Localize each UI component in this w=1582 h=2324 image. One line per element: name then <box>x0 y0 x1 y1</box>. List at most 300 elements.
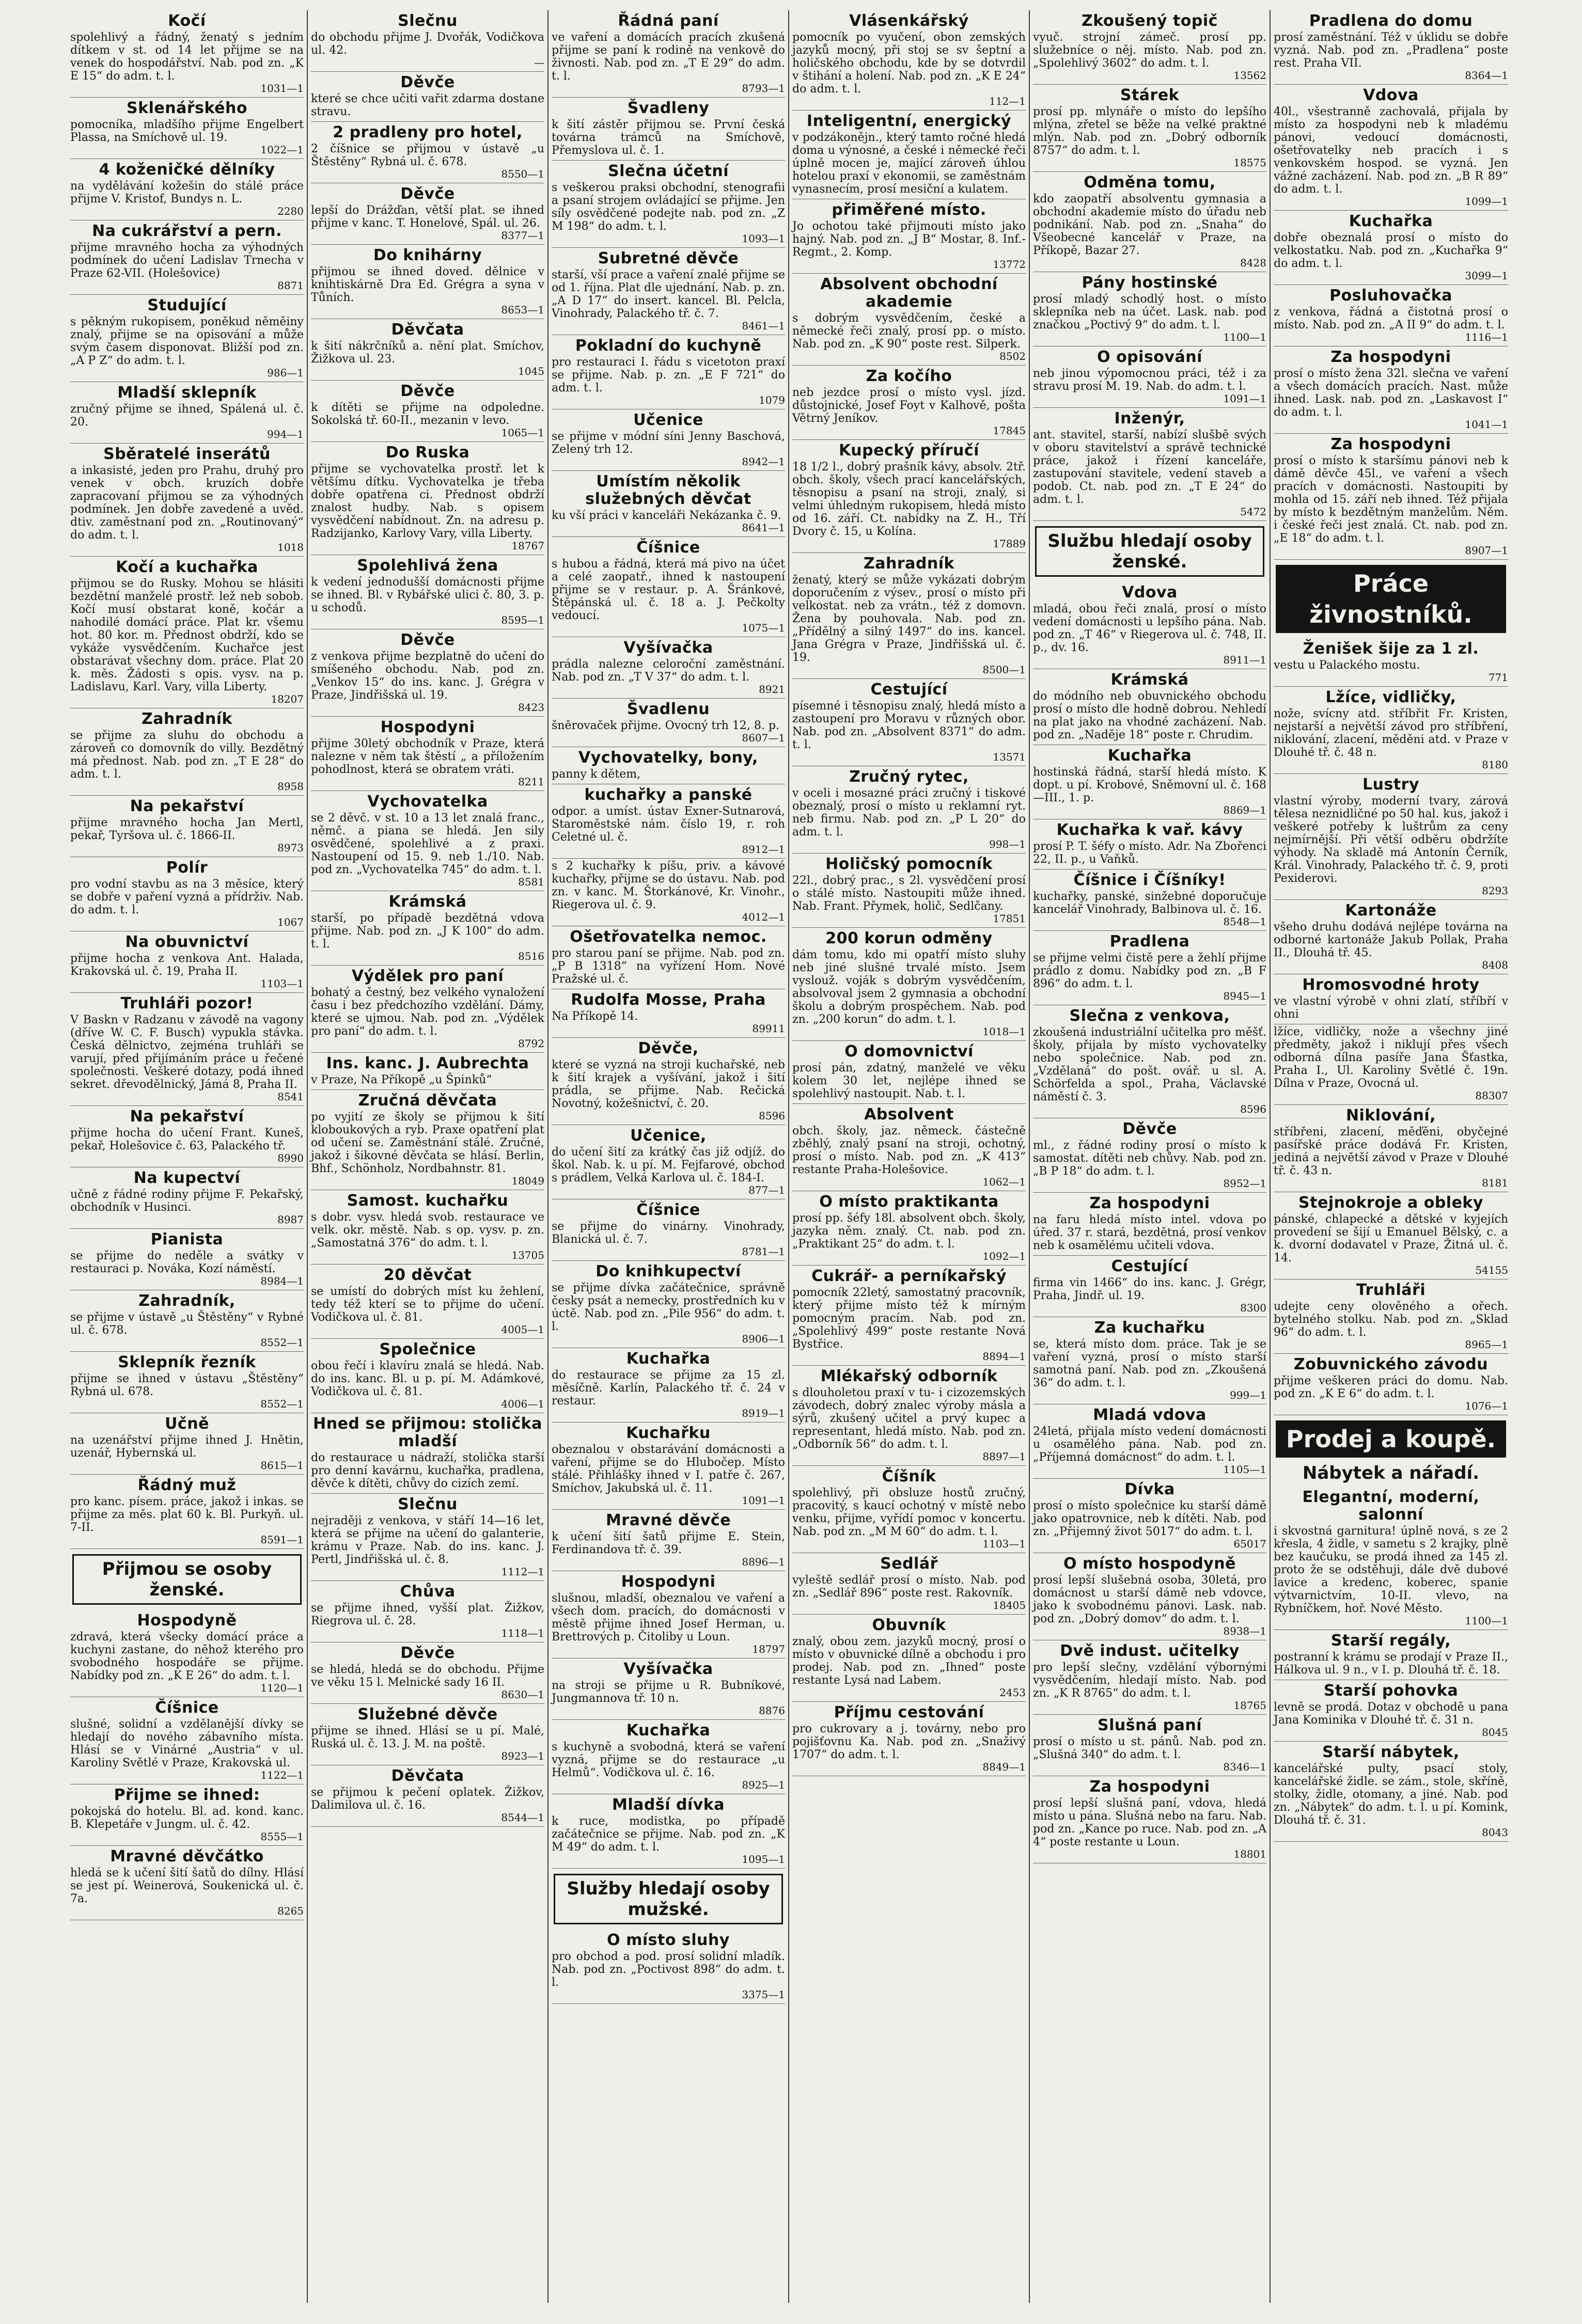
ad-text: pro vodní stavbu as na 3 měsíce, který se dobře v paření vyzná a přídrživ. Nab. do adm. t. l. <box>70 878 304 916</box>
classified-ad <box>1274 10 1508 85</box>
classified-ad <box>552 1348 785 1422</box>
ad-text: pomocníka, mladšího přijme Engelbert Plassa, na Smíchově ul. 19. <box>70 118 304 144</box>
ad-heading: Starší pohovka <box>1323 1682 1459 1700</box>
classified-ad <box>311 966 544 1053</box>
ad-text: 2 číšnice se přijmou v ústavě „u Štěstěny“ Rybná ul. č. 678. <box>311 143 544 168</box>
ad-code: 1116—1 <box>1465 331 1508 343</box>
ad-heading: Děvčata <box>391 1767 464 1785</box>
classified-ad <box>70 295 304 382</box>
ad-code: 8211 <box>518 776 544 788</box>
ad-text: na vydělávání kožešin do stálé práce přijme V. Kristof, Bundys n. L. <box>70 180 304 205</box>
ad-code: 1092—1 <box>982 1250 1026 1262</box>
ad-code: 1100—1 <box>1223 331 1266 343</box>
ad-heading: Holičský pomocník <box>825 855 993 873</box>
ad-text: přijmou se ihned doved. dělnice v knihtiskárně Dra Ed. Grégra a syna v Tůních. <box>311 265 544 304</box>
ad-text: mladá, obou řeči znalá, prosí o místo vedení domácnosti u lepšího pána. Nab. pod zn. „T 46“ v Riegerova ul. č. 748, II. p., dv. 16. <box>1033 603 1266 654</box>
ad-heading: Děvče <box>400 1644 455 1662</box>
classified-ad <box>70 1290 304 1352</box>
ad-heading: Mlékařský odborník <box>820 1367 998 1385</box>
ad-code: 986—1 <box>267 367 304 379</box>
ad-heading: Číšnice i Číšníky! <box>1073 871 1226 889</box>
ad-heading: O místo sluhy <box>607 1931 730 1949</box>
classified-ad <box>1033 408 1266 521</box>
ad-text: i skvostná garnitura! úplně nová, s ze 2 křesla, 4 židle, v sametu s 2 krajky, plně bez kaučuku, se prodá ihned za 145 zl. proto že se odstěhuji, dále dvě dubové lavice a kredenc, koberec, spanie výtvarnictvím, 10-II. vlevo, na Rybníčkem, hoř. Nové Město. <box>1274 1525 1508 1615</box>
ad-heading: Švadleny <box>627 99 710 117</box>
classified-ad <box>1033 1715 1266 1776</box>
ad-text: postranní k krámu se prodají v Praze II., Hálkova ul. 9 n., v I. p. Dlouhá tř. č. 18. <box>1274 1651 1508 1677</box>
ad-text: s dobr. vysv. hledá svob. restaurace ve velk. okr. městě. Nab. s op. vysv. p. zn. „Samostatná 376“ do adm. t. l. <box>311 1211 544 1250</box>
ad-heading: Kupecký příručí <box>839 441 979 460</box>
ad-code: 8869—1 <box>1223 804 1266 816</box>
ad-heading: Kočí a kuchařka <box>116 558 258 576</box>
ad-text: se hledá, hledá se do obchodu. Přijme ve věku 15 l. Melnické sady 16 II. <box>311 1663 544 1689</box>
ad-code: 8045 <box>1482 1726 1508 1738</box>
classified-ad <box>70 796 304 857</box>
ad-code: 8552—1 <box>260 1398 304 1410</box>
classified-ad <box>1274 900 1508 974</box>
ad-code: 8952—1 <box>1223 1177 1266 1190</box>
ad-heading: Do knihárny <box>373 246 482 264</box>
ad-heading: Učenice <box>633 411 703 429</box>
ad-heading: Slečna účetní <box>607 162 729 180</box>
classified-ad <box>552 161 785 248</box>
classified-ad <box>552 248 785 335</box>
ad-heading: Společnice <box>379 1340 476 1358</box>
ad-heading: Elegantní, moderní, salonní <box>1302 1488 1480 1524</box>
ad-text: spolehlivý, při obsluze hostů zručný, pracovitý, s kaucí ochotný v místě nebo venku, přijme, vyřídí pomoc v koncertu. Nab. pod zn. „M M 60“ do adm. t. l. <box>792 1487 1026 1538</box>
ad-text: starší, po případě bezdětná vdova přijme. Nab. pod zn. „J K 100“ do adm. t. l. <box>311 912 544 951</box>
ad-heading: Děvče, <box>638 1039 699 1057</box>
classified-ad <box>1033 1193 1266 1256</box>
ad-code: 1122—1 <box>260 1769 304 1781</box>
ad-heading: Pianista <box>150 1230 224 1248</box>
ad-code: 8502 <box>999 350 1026 362</box>
ad-heading: Polír <box>166 859 208 877</box>
ad-heading: Na kupectví <box>133 1169 241 1187</box>
ad-text: vyleště sedlář prosí o místo. Nab. pod zn. „Sedlář 896“ poste rest. Rakovník. <box>792 1574 1026 1600</box>
ad-text: hledá se k učení šití šatů do dílny. Hlásí se jest pí. Weinerová, Soukenická ul. č. 7a. <box>70 1867 304 1905</box>
ad-heading: Hospodyně <box>137 1611 237 1630</box>
ad-code: 1103—1 <box>982 1538 1026 1550</box>
ad-heading: Děvče <box>400 631 455 649</box>
ad-text: 18 1/2 l., dobrý prašník kávy, absolv. 2tř. obch. školy, všech prací kancelářských, těsnopisu a psaní na stroji, znalý, si velmi úhledným rukopisem, hledá místo od 16. září. Ct. nabídky na Z. H., Tří Dvory č. 15, u Kolína. <box>792 461 1026 538</box>
ad-text: lepší do Drážďan, větší plat. se ihned přijme v kanc. T. Honelové, Spál. ul. 26. <box>311 204 544 230</box>
ad-text: do restaurace se přijme za 15 zl. měsíčně. Karlín, Palackého tř. č. 24 v restaur. <box>552 1369 785 1408</box>
classified-ad <box>70 1697 304 1784</box>
classified-ad <box>552 989 785 1038</box>
ad-code: 112—1 <box>989 95 1026 107</box>
classified-ad <box>552 1794 785 1869</box>
ad-code: 8461—1 <box>742 320 785 332</box>
ad-heading: Studující <box>147 296 227 314</box>
classified-ad <box>311 1765 544 1827</box>
classified-ad <box>1033 1404 1266 1479</box>
ad-text: ve vaření a domácích pracích zkušená přijme se paní k rodině na venkově do živnosti. Nab. pod zn. „T E 29“ do adm. t. l. <box>552 31 785 83</box>
classified-ad <box>1274 638 1508 687</box>
ad-code: 8516 <box>518 950 544 962</box>
ad-text: prosí o místo společnice ku starší dámě jako opatrovnice, neb k dítěti. Nab. pod zn. „Přijemný život 5017“ do adm. t. l. <box>1033 1499 1266 1538</box>
ad-text: s 2 kuchařky k píšu, priv. a kávové kuchařky, přijme se do ústavu. Nab. pod zn. v kanc. M. Štorkánové, Kr. Vinohr., Riegerova ul. č. 9. <box>552 860 785 911</box>
ad-code: 13705 <box>511 1249 544 1261</box>
classified-ad <box>70 159 304 220</box>
ad-text: Na Příkopě 14. <box>552 1010 638 1023</box>
ad-text: ml., z řádné rodiny prosí o místo k samostat. dítěti neb chůvy. Nab. pod zn. „B P 18“ do adm. t. l. <box>1033 1139 1266 1178</box>
ad-code: 8423 <box>518 701 544 714</box>
ad-heading: Zkoušený topič <box>1082 12 1218 30</box>
classified-ad <box>552 747 785 784</box>
classified-ad <box>1033 85 1266 172</box>
ad-heading: Truhláři pozor! <box>120 994 254 1013</box>
classified-ad <box>70 1610 304 1697</box>
ad-code: 8595—1 <box>501 614 544 626</box>
ad-heading: Spolehlivá žena <box>357 557 498 575</box>
classified-ad <box>1274 434 1508 560</box>
classified-ad <box>552 1261 785 1348</box>
ad-text: se přijme velmi čistě pere a žehlí přijme prádlo z domu. Nabídky pod zn. „B F 896“ do adm. t. l. <box>1033 952 1266 990</box>
ad-text: pomocník po vyučení, obon zemských jazyků mocný, při stoj se sv šeptní a holičského obchodu, kde by se dotvrdil v štihání a holení. Nab. pod zn. „K E 24“ do adm. t. l. <box>792 31 1026 96</box>
classified-ad <box>1033 1776 1266 1863</box>
classified-ad <box>70 98 304 159</box>
ad-text: k učení šití šatů přijme E. Stein, Ferdinandova tř. č. 39. <box>552 1530 785 1556</box>
ad-text: s hubou a řádná, která má pivo na účet a celé zaopatř., ihned k nastoupení přijme se v restaur. p. A. Šránkové, Štěpánská ul. č. 18 a. J. Pečkolty vedoucí. <box>552 558 785 622</box>
ad-code: 8945—1 <box>1223 990 1266 1002</box>
ad-code: 1091—1 <box>1223 392 1266 405</box>
ad-heading: Vlásenkářský <box>849 12 969 30</box>
ad-text: na stroji se přijme u R. Bubníkové, Jungmannova tř. 10 n. <box>552 1679 785 1705</box>
classified-ad <box>1033 869 1266 931</box>
ad-heading: O domovnictví <box>844 1042 974 1061</box>
ad-text: písemné i těsnopisu znalý, hledá místo a zastoupení pro Moravu v různých obor. Nab. pod zn. „Absolvent 8371“ do adm. t. l. <box>792 700 1026 751</box>
classified-ad <box>792 440 1026 553</box>
ad-code: 18765 <box>1233 1699 1266 1712</box>
ad-code: 8408 <box>1482 959 1508 971</box>
ad-text: pro obchod a pod. prosí solidní mladík. Nab. pod zn. „Poctivost 898“ do adm. t. l. <box>552 1950 785 1989</box>
classified-ad <box>1033 1553 1266 1640</box>
ad-text: které se chce učiti vařit zdarma dostane stravu. <box>311 92 544 118</box>
classified-ad <box>792 10 1026 110</box>
ad-text: se 2 děvč. v st. 10 a 13 let znalá franc., němč. a piana se hledá. Jen sily osvědčené, spolehlivé a z praxi. Nastoupení od 15. 9. neb 1./10. Nab. pod zn. „Vychovatelka 745“ do adm. t. l. <box>311 812 544 876</box>
ad-code: 8555—1 <box>260 1830 304 1843</box>
ad-text: přijme hocha z venkova Ant. Halada, Krakovská ul. č. 19, Praha II. <box>70 952 304 978</box>
classified-ad <box>311 1494 544 1581</box>
classified-ad <box>552 784 785 859</box>
ad-text: prosí P. T. šéfy o místo. Adr. Na Zbořenci 22, II. p., u Vaňků. <box>1033 840 1266 866</box>
classified-ad <box>1274 1279 1508 1354</box>
ad-code: 1031—1 <box>260 82 304 94</box>
classified-ad <box>792 1466 1026 1553</box>
ad-text: kancelářské pulty, psací stoly, kancelářské židle. se zám., stole, skříně, stolky, židle, otomany, a jiné. Nab. pod zn. „Nábytek“ do adm. t. l. u pí. Komink, Dlouhá tř. č. 31. <box>1274 1762 1508 1827</box>
ad-text: udejte ceny olověného a ořech. bytelného stolku. Nab. pod zn. „Sklad 96“ do adm. t. l. <box>1274 1300 1508 1339</box>
ad-code: 8364—1 <box>1465 69 1508 82</box>
ad-text: v oceli i mosazné práci zručný i tiskové obeznalý, prosí o místo u reklamní ryt. neb firmu. Nab. pod zn. „P L 20“ do adm. t. l. <box>792 787 1026 839</box>
ad-heading: Odměna tomu, <box>1084 173 1216 192</box>
ad-text: po vyjití ze školy se přijmou k šití kloboukových a ryb. Praxe opatření plat od učení se. Zaměstnání stálé. Zručné, jakož i šikovné děvčata se hlásí. Berlin, Bhf., Schönholz, Nordbahnstr. 81. <box>311 1111 544 1175</box>
ad-code: 89911 <box>752 1022 785 1035</box>
classified-ad <box>1274 1487 1508 1630</box>
ad-heading: Vychovatelka <box>367 793 488 811</box>
ad-code: 1105—1 <box>1223 1463 1266 1476</box>
ad-heading: Mravné děvče <box>605 1511 731 1529</box>
classified-ad <box>1033 1256 1266 1317</box>
ad-code: 8500—1 <box>982 663 1026 676</box>
classified-ad <box>1274 346 1508 434</box>
ad-heading: Ženišek šije za 1 zl. <box>1303 640 1479 658</box>
classified-ad <box>1274 1024 1508 1105</box>
column-3 <box>549 10 789 2303</box>
classified-ad <box>552 335 785 409</box>
classified-ad <box>311 122 544 183</box>
ad-text: do obchodu přijme J. Dvořák, Vodičkova ul. 42. <box>311 31 544 57</box>
section-heading: Službu hledají osoby ženské. <box>1035 526 1264 577</box>
ad-heading: Slečnu <box>398 12 458 30</box>
classified-ad <box>792 853 1026 928</box>
classified-ad <box>311 1642 544 1704</box>
ad-code: 8180 <box>1482 758 1508 771</box>
ad-text: prosí o místo k staršímu pánovi neb k dámě děvče 45l., ve vaření a všech pracích v domácnosti. Nastoupiti by mohla od 15. září neb ihned. Též přijala by místo k bezdětným manželům. Něm. i české řeči jest znalá. Ct. nab. pod zn. „E 18“ do adm. t. l. <box>1274 454 1508 545</box>
ad-code: 18049 <box>511 1175 544 1187</box>
ad-heading: 20 děvčat <box>383 1266 472 1284</box>
column-5 <box>1030 10 1271 2303</box>
ad-heading: Kuchařku <box>626 1424 711 1442</box>
ad-heading: Mravné děvčátko <box>110 1847 264 1865</box>
ad-text: vestu u Palackého mostu. <box>1274 659 1420 672</box>
ad-text: se přijme v módní síni Jenny Baschová, Zelený trh 12. <box>552 430 785 456</box>
classified-ad <box>311 891 544 966</box>
ad-heading: Krámská <box>1110 671 1189 689</box>
ad-heading: Lustry <box>1362 776 1420 794</box>
ad-text: pro restauraci I. řádu s vicetoton praxí se přijme. Nab. p. zn. „E F 721“ do adm. t. l. <box>552 356 785 394</box>
classified-ad <box>1033 745 1266 819</box>
ad-text: hostinská řádná, starší hledá místo. K dopt. u pí. Krobové, Sněmovní ul. č. 168—III., 1. p. <box>1033 766 1266 804</box>
classified-ad <box>311 72 544 122</box>
ad-heading: Kuchařka <box>626 1721 711 1740</box>
ad-heading: Řádný muž <box>137 1476 237 1494</box>
ad-code: 88307 <box>1475 1089 1508 1102</box>
classified-ad <box>70 1784 304 1846</box>
ad-heading: Stárek <box>1120 86 1180 104</box>
ad-code: 17845 <box>993 424 1026 437</box>
ad-text: pro starou paní se přijme. Nab. pod zn. „P B 1318“ na vyřízení Hom. Nové Pražské ul. č. <box>552 947 785 986</box>
classified-ad <box>792 1702 1026 1776</box>
ad-text: do módního neb obuvnického obchodu prosí o místo dle hodně dobrou. Nehledí na plat jako na vhodné zacházení. Nab. pod zn. „Naděje 18“ poste r. Chrudim. <box>1033 690 1266 741</box>
ad-heading: Kočí <box>168 12 206 30</box>
classified-ad <box>311 442 544 555</box>
ad-code: 4006—1 <box>501 1398 544 1410</box>
ad-code: 8346—1 <box>1223 1761 1266 1773</box>
classified-ad <box>552 1038 785 1125</box>
ad-code: 3099—1 <box>1465 270 1508 282</box>
ad-text: v Praze, Na Příkopě „u Špinků“ <box>311 1073 492 1086</box>
ad-text: pro lepší slečny, vzdělání výbornými vysvědčením, hledají místo. Nab. pod zn. „K R 8765“ do adm. t. l. <box>1033 1661 1266 1700</box>
classified-ad <box>552 1422 785 1510</box>
ad-heading: Hospodyni <box>621 1573 716 1591</box>
ad-code: 1093—1 <box>742 232 785 245</box>
classified-ad <box>1274 1105 1508 1192</box>
ad-code: 8911—1 <box>1223 654 1266 666</box>
section-banner: Prodej a koupě. <box>1276 1420 1506 1458</box>
ad-text: obch. školy, jaz. německ. částečně zběhlý, znalý psaní na stroji, ochotný, prosí o místo. Nab. pod zn. „K 413“ restante Praha-Holešovice. <box>792 1125 1026 1176</box>
ad-code: 1045 <box>518 365 544 377</box>
ad-text: prosí o místo žena 32l. slečna ve vaření a všech domácích pracích. Nast. může ihned. Lask. nab. pod zn. „Laskavost I“ do adm. t. l. <box>1274 367 1508 419</box>
ad-text: do restaurace u nádraží, stolička starší pro denní kavárnu, kuchařka, pradlena, děvče k dítěti, chůvy do cizích zemí. <box>311 1451 544 1490</box>
section-banner: Práce živnostníků. <box>1276 565 1506 633</box>
ad-heading: Kuchařka <box>1107 747 1192 765</box>
ad-heading: Učně <box>165 1415 209 1433</box>
ad-text: odpor. a umíst. ústav Exner-Sutnarová, Staroměstské nám. číslo 19, r. roh Celetné ul. č. <box>552 805 785 844</box>
ad-code: 8984—1 <box>260 1275 304 1287</box>
ad-code: 65017 <box>1233 1538 1266 1550</box>
ad-text: znalý, obou zem. jazyků mocný, prosí o místo v obuvnické dílně a obchodu i pro prodej. Nab. pod zn. „Ihned“ poste restante Lysá nad Labem. <box>792 1635 1026 1687</box>
ad-heading: Chůva <box>400 1583 456 1601</box>
ad-text: přijme mravného hocha Jan Mertl, pekař, Tyršova ul. č. 1866-II. <box>70 816 304 842</box>
ad-text: slušnou, mladší, obeznalou ve vaření a všech dom. pracích, do domácnosti v městě přijme ihned Josef Herman, u. Brettrových p. Čitoliby u Loun. <box>552 1592 785 1643</box>
ad-heading: Do knihkupectví <box>596 1262 741 1280</box>
classified-ad <box>552 98 785 161</box>
ad-code: 17889 <box>993 537 1026 550</box>
ad-code: 994—1 <box>267 428 304 440</box>
ad-heading: Truhláři <box>1356 1281 1426 1299</box>
classified-ad <box>792 766 1026 853</box>
classified-ad <box>1274 1630 1508 1680</box>
ad-code: 13562 <box>1233 69 1266 82</box>
ad-text: prosí o místo u st. pánů. Nab. pod zn. „Slušná 340“ do adm. t. l. <box>1033 1735 1266 1761</box>
ad-heading: Rudolfa Mosse, Praha <box>571 991 766 1009</box>
ad-code: 8541 <box>277 1090 304 1103</box>
ad-heading: Pokladní do kuchyně <box>575 337 762 355</box>
ad-code: 18801 <box>1233 1848 1266 1860</box>
classified-ad <box>70 1846 304 1920</box>
subsection-heading: Nábytek a nářadí. <box>1302 1463 1480 1483</box>
ad-text: a inkasisté, jeden pro Prahu, druhý pro venek v obch. kruzích dobře zapracovaní přijmou se za výhodných podmínek. Jen dobře zavedené a uvěd. dtiv. zaměstnaní pod zn. „Routinovaný“ do adm. t. l. <box>70 464 304 542</box>
ad-code: 8265 <box>277 1905 304 1917</box>
ad-heading: Na cukrářství a pern. <box>92 222 282 240</box>
classified-ad <box>1274 85 1508 211</box>
ad-code: 8607—1 <box>742 732 785 744</box>
classified-ad <box>311 319 544 381</box>
ad-text: se přijme dívka začátečnice, správně česky psát a nemecky, prostředních ku v úctě. Nab. pod zn. „Pile 956“ do adm. t. l. <box>552 1282 785 1333</box>
section-heading: Služby hledají osoby mužské. <box>554 1874 783 1924</box>
classified-ad <box>1274 1354 1508 1415</box>
ad-code: 8923—1 <box>501 1750 544 1762</box>
ad-code: 8938—1 <box>1223 1625 1266 1637</box>
ad-text: na uzenářství přijme ihned J. Hnětin, uzenář, Hybernská ul. <box>70 1434 304 1460</box>
ad-code: 1075—1 <box>742 622 785 634</box>
ad-text: k vedení jednodušší domácnosti přijme se ihned. Bl. v Rybářské ulici č. 80, 3. p. u schodů. <box>311 576 544 614</box>
ad-text: k šití zástěr přijmou se. První česká továrna trámců na Smíchově, Přemyslova ul. č. 1. <box>552 118 785 157</box>
classified-ad <box>792 1041 1026 1104</box>
classified-ad <box>792 366 1026 440</box>
ad-code: 8912—1 <box>742 843 785 856</box>
ad-heading: Niklování, <box>1345 1106 1436 1125</box>
ad-code: 8792 <box>518 1037 544 1050</box>
ad-text: V Baskn v Radzanu v závodě na vagony (dříve W. C. F. Busch) vypukla stávka. Česká dělnictvo, zejména truhláři se varují, před přijímáním práce u řečené společnosti. Veškeré dotazy, podá ihned sekret. dřevodělnický, Jámá 8, Praha II. <box>70 1014 304 1091</box>
ad-text: ku vší práci v kanceláři Nekázanka č. 9. <box>552 509 781 522</box>
ad-code: 8849—1 <box>982 1761 1026 1773</box>
ad-text: se přijme za sluhu do obchodu a zároveň co domovník do villy. Bezdětný má přednost. Nab. pod zn. „T E 28“ do adm. t. l. <box>70 729 304 781</box>
ad-heading: Do Ruska <box>385 444 470 462</box>
ad-code: 54155 <box>1475 1264 1508 1276</box>
classified-ad <box>552 10 785 98</box>
ad-code: 8548—1 <box>1223 915 1266 928</box>
ad-heading: Zobuvnického závodu <box>1293 1355 1489 1373</box>
ad-text: k šití nákrčníků a. nění plat. Smíchov, Žižkova ul. 23. <box>311 340 544 366</box>
ad-text: prosí pp. šéfy 18l. absolvent obch. školy, jazyka něm. znalý. Ct. nab. pod zn. „Praktikant 25“ do adm. t. l. <box>792 1212 1026 1251</box>
classified-ad <box>70 1167 304 1229</box>
ad-text: pomocník 22letý, samostatný pracovník, který přijme místo též k mírným pomocným pracím. Nab. pod zn. „Spolehlivý 499“ poste restante Nová Bystřice. <box>792 1286 1026 1351</box>
classified-ad <box>552 1720 785 1794</box>
classified-ad <box>311 555 544 629</box>
ad-code: 8942—1 <box>742 455 785 468</box>
ad-text: s dlouholetou praxí v tu- i cizozemských závodech, dobrý znalec výroby másla a sýrů, zkušený učitel a prvý kupec a representant, hledá místo. Nab. pod zn. „Odborník 56“ do adm. t. l. <box>792 1386 1026 1451</box>
classified-ad <box>1033 1479 1266 1553</box>
ad-heading: Lžíce, vidličky, <box>1325 688 1456 706</box>
ad-text: firma vin 1466“ do ins. kanc. J. Grégr, Praha, Jindř. ul. 19. <box>1033 1276 1266 1302</box>
ad-code: 8653—1 <box>501 304 544 316</box>
ad-heading: Číšnice <box>636 1201 700 1219</box>
ad-code: 8544—1 <box>501 1811 544 1824</box>
ad-text: zdravá, která všecky domácí práce a kuchyni zastane, do něhož kterého pro svobodného hospodáře se přijme. Nabídky pod zn. „K E 26“ do adm. t. l. <box>70 1631 304 1682</box>
classified-ad <box>70 557 304 708</box>
ad-code: 1091—1 <box>742 1494 785 1507</box>
ad-heading: O opisování <box>1097 348 1202 366</box>
ad-heading: kuchařky a panské <box>584 786 753 804</box>
ad-heading: Vychovatelky, bony, <box>578 749 758 767</box>
ad-code: 1018 <box>277 541 304 554</box>
classified-ad <box>70 931 304 993</box>
ad-code: 8293 <box>1482 884 1508 897</box>
classified-ad <box>1274 774 1508 900</box>
classified-ad <box>1033 1640 1266 1715</box>
ad-code: 18767 <box>511 540 544 552</box>
ad-heading: Umístím několik služebných děvčat <box>585 472 751 508</box>
ad-code: 877—1 <box>748 1184 785 1196</box>
ad-heading: Samost. kuchařku <box>347 1192 509 1210</box>
ad-heading: Sběratelé inserátů <box>103 445 271 463</box>
ad-heading: Výdělek pro paní <box>351 967 504 985</box>
classified-ad <box>552 859 785 926</box>
ad-text: slušné, solidní a vzdělanější dívky se hledají do nového zábavního místa. Hlásí se v Vinárné „Austria“ v ul. Karoliny Světlé v Praze, Krakovská ul. <box>70 1718 304 1769</box>
ad-heading: Na pekařství <box>130 1108 244 1126</box>
ad-heading: Sklenářského <box>127 99 247 117</box>
ad-heading: Absolvent <box>864 1105 954 1124</box>
ad-heading: Hromosvodné hroty <box>1302 976 1480 994</box>
ad-code: 18405 <box>993 1599 1026 1611</box>
ad-heading: 4 koženičké dělníky <box>99 161 275 179</box>
ad-text: s veškerou praksi obchodní, stenografii a psaní strojem ovládající se přijme. Jen síly osvědčené podejte nab. pod zn. „Z M 198“ do adm. t. l. <box>552 181 785 233</box>
ad-code: 8896—1 <box>742 1556 785 1568</box>
classified-ad <box>1033 172 1266 272</box>
classified-ad <box>70 1106 304 1167</box>
ad-text: na faru hledá místo intel. vdova po úřed. 37 r. stará, bezdětná, prosí venkov neb k osamělému učiteli vdova. <box>1033 1213 1266 1252</box>
ad-heading: Subretné děvče <box>598 249 739 267</box>
ad-text: k dítěti se přijme na odpoledne. Sokolská tř. 60-II., mezanin v levo. <box>311 401 544 427</box>
ad-code: 1041—1 <box>1465 418 1508 431</box>
ad-code: 1076—1 <box>1465 1400 1508 1412</box>
classified-ad <box>552 1658 785 1720</box>
classified-ad <box>70 708 304 796</box>
ad-text: prosí mladý schodlý host. o místo sklepníka neb na účet. Lask. nab. pod značkou „Poctivý 9“ do adm. t. l. <box>1033 293 1266 331</box>
ad-heading: Mladá vdova <box>1093 1406 1207 1424</box>
ad-text: přijme hocha do učení Frant. Kuneš, pekař, Holešovice č. 63, Palackého tř. <box>70 1127 304 1152</box>
ad-code: 8043 <box>1482 1826 1508 1839</box>
ad-text: bohatý a čestný, bez velkého vynaložení času i bez předchozího vzdělání. Dámy, které se ujmou. Nab. pod zn. „Výdělek pro paní“ do adm. t. l. <box>311 986 544 1038</box>
ad-text: prosí lepší slušná paní, vdova, hledá místo u pána. Slušná nebo na faru. Nab. pod zn. „Kance po ruce. Nab. pod zn. „A 4“ poste restante u Loun. <box>1033 1797 1266 1848</box>
ad-code: 1112—1 <box>501 1566 544 1578</box>
classified-ad <box>70 382 304 444</box>
classified-ad <box>311 629 544 717</box>
classified-ad <box>70 1475 304 1549</box>
ad-code: 8630—1 <box>501 1688 544 1701</box>
